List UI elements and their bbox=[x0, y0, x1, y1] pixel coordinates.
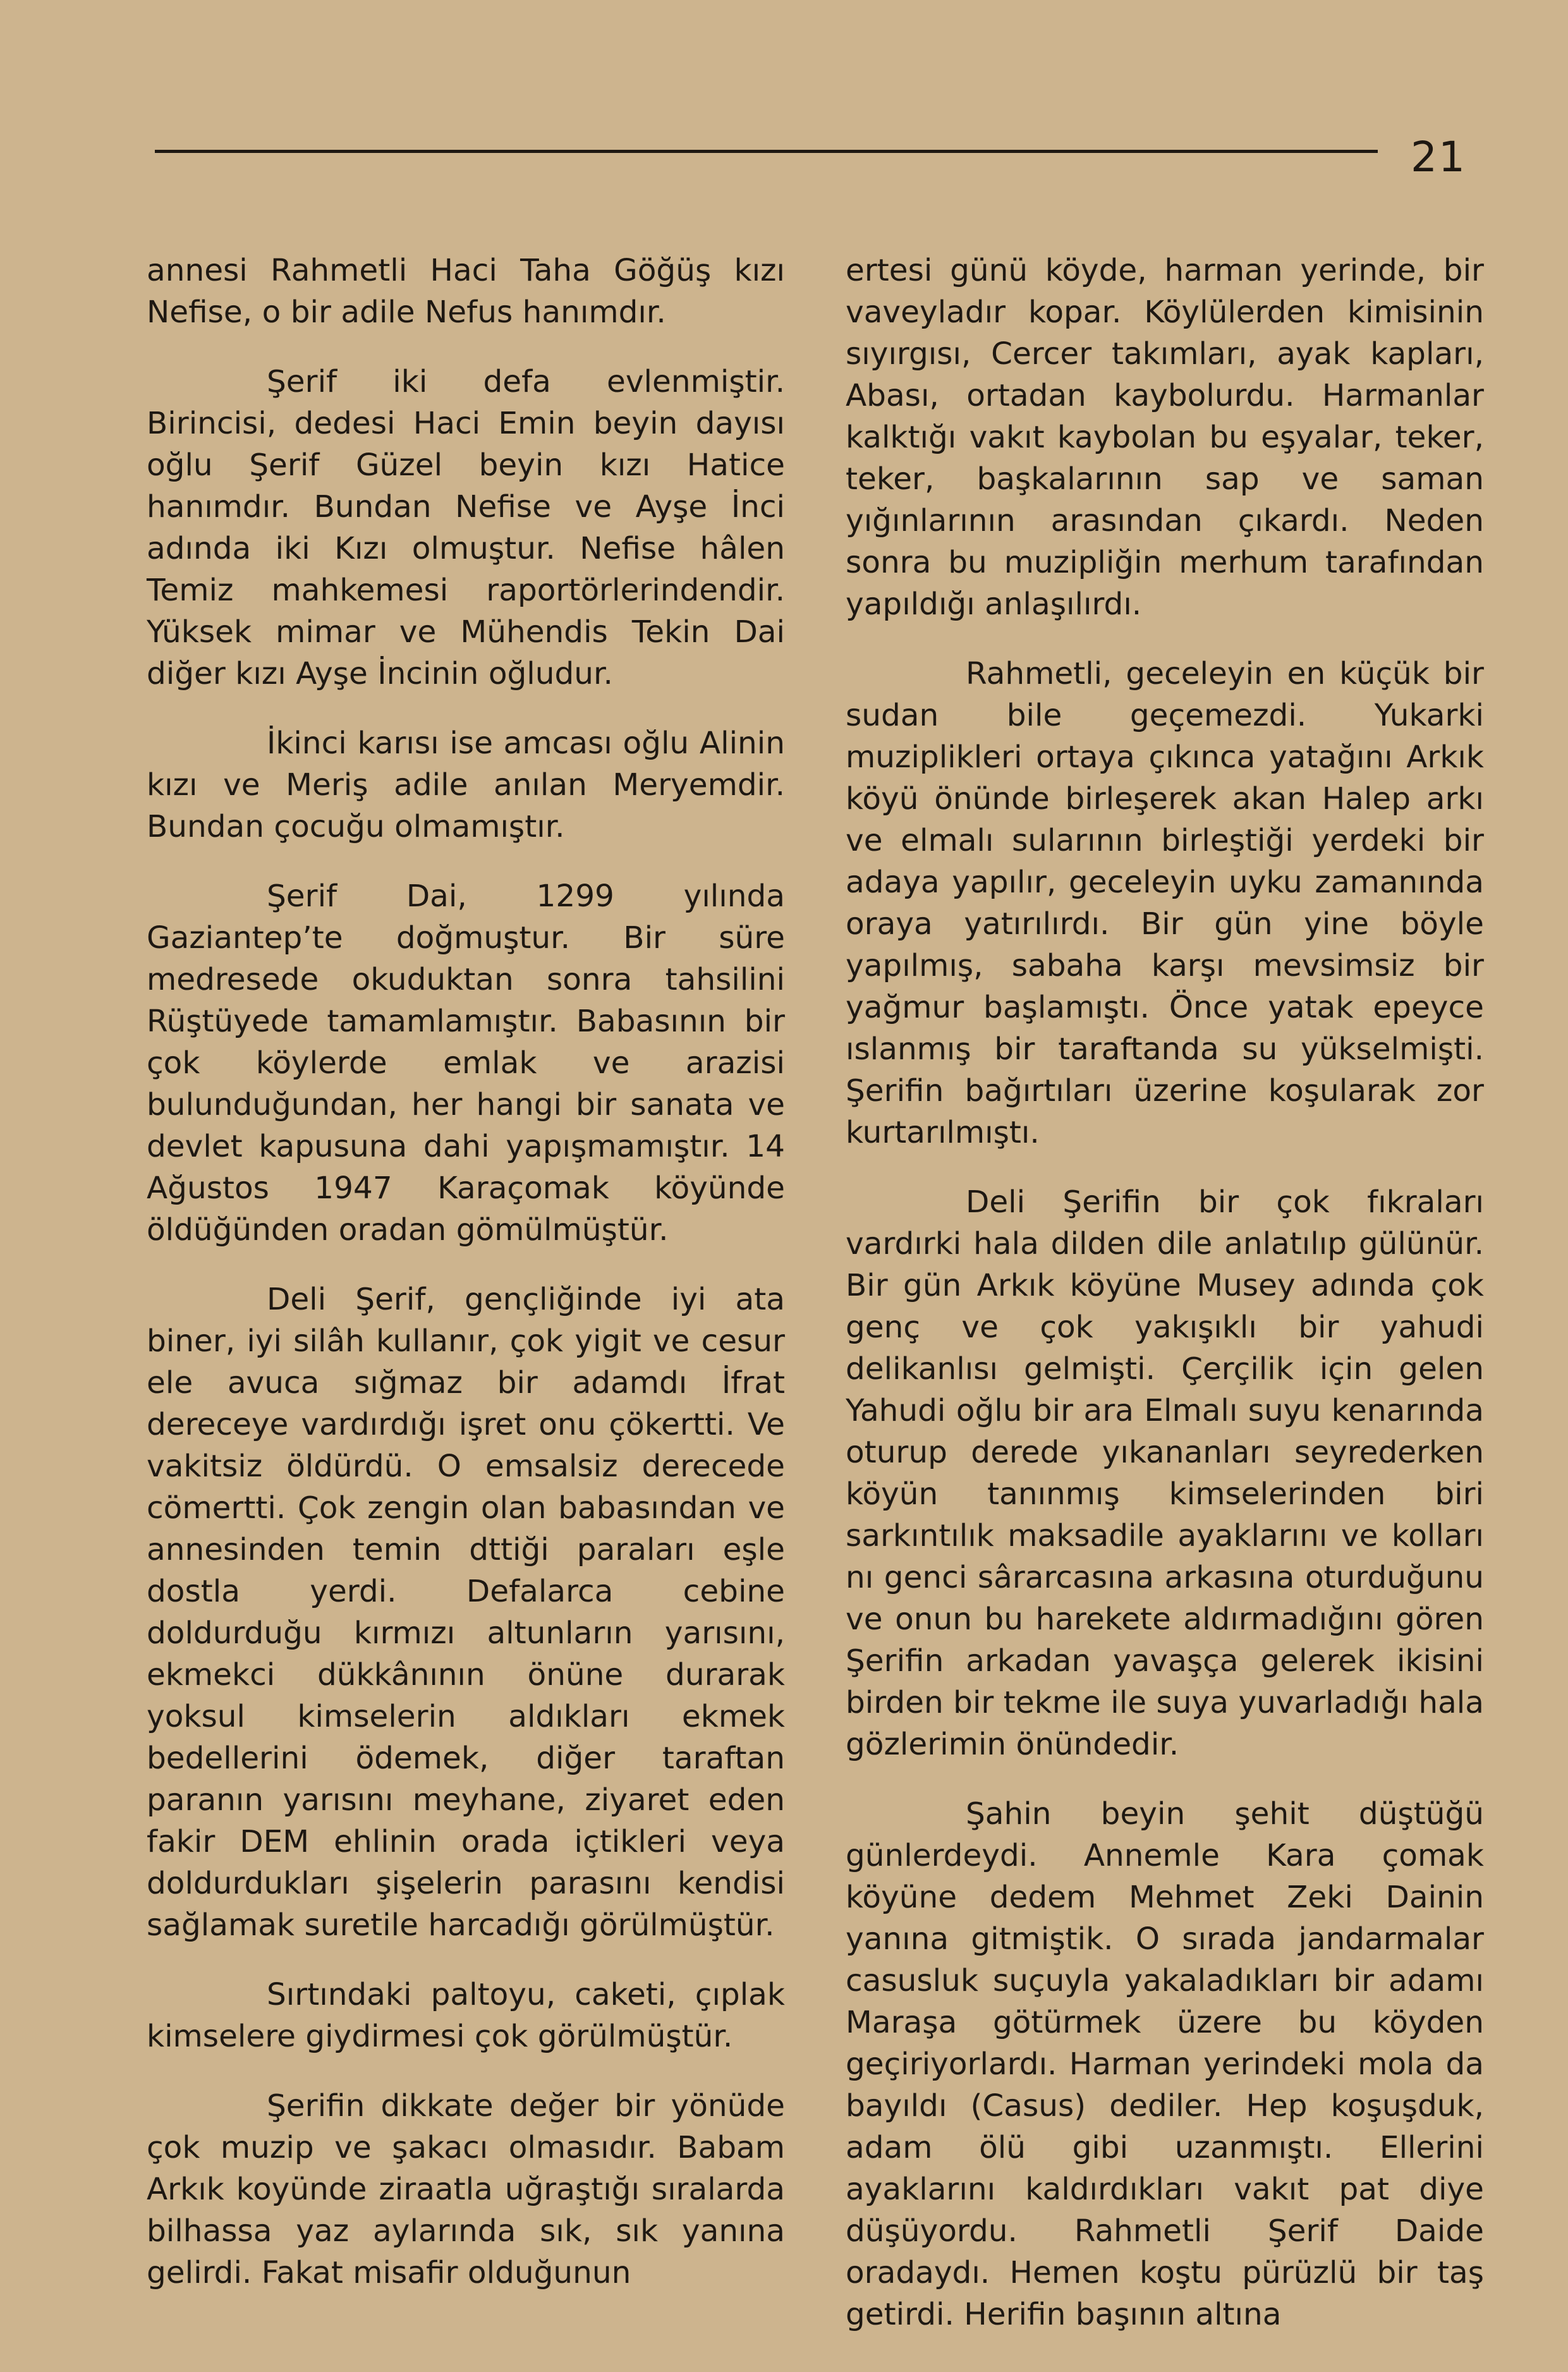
page-number: 21 bbox=[1411, 133, 1466, 181]
paragraph: Rahmetli, geceleyin en küçük bir sudan bile geçemezdi. Yukarki muziplikleri ortaya çıkınca yatağını Arkık köyü önünde birleşerek akan Halep arkı ve elmalı sularının birleştiği yerdeki bir adaya yapılır, geceleyin uyku zamanında oraya yatırılırdı. Bir gün yine böyle yapılmış, sabaha karşı mevsimsiz bir yağmur başlamıştı. Önce yatak epeyce ıslanmış bir taraftanda su yükselmişti. Şerifin bağırtıları üzerine koşularak zor kurtarılmıştı. bbox=[846, 656, 1484, 1150]
paragraph: Deli Şerifin bir çok fıkraları vardırki hala dilden dile anlatılıp gülünür. Bir gün Arkık köyüne Musey adında çok genç ve çok yakışıklı bir yahudi delikanlısı gelmişti. Çerçilik için gelen Yahudi oğlu bir ara Elmalı suyu kenarında oturup derede yıkananları seyrederken köyün tanınmış kimselerinden biri sarkıntılık maksadile ayaklarını ve kolları nı genci sârarcasına arkasına oturduğunu ve onun bu harekete aldırmadığını gören Şerifin arkadan yavaşça gelerek ikisini birden bir tekme ile suya yuvarladığı hala gözlerimin önündedir. bbox=[846, 1184, 1484, 1762]
left-column bbox=[147, 250, 785, 2321]
paragraph: Şerif Dai, 1299 yılında Gaziantep’te doğmuştur. Bir süre medresede okuduktan sonra tahsilini Rüştüyede tamamlamıştır. Babasının bir çok köylerde emlak ve arazisi bulunduğundan, her hangi bir sanata ve devlet kapusuna dahi yapışmamıştır. 14 Ağustos 1947 Karaçomak köyünde öldüğünden oradan gömülmüştür. bbox=[147, 879, 785, 1248]
paragraph: Deli Şerif, gençliğinde iyi ata biner, iyi silâh kullanır, çok yigit ve cesur ele avuca sığmaz bir adamdı İfrat dereceye vardırdığı işret onu çökertti. Ve vakitsiz öldürdü. O emsalsiz derecede cömertti. Çok zengin olan babasından ve annesinden temin dttiği paraları eşle dostla yerdi. Defalarca cebine doldurduğu kırmızı altunların yarısını, ekmekci dükkânının önüne durarak yoksul kimselerin aldıkları ekmek bedellerini ödemek, diğer taraftan paranın yarısını meyhane, ziyaret eden fakir DEM ehlinin orada içtikleri veya doldurdukları şişelerin parasını kendisi sağlamak suretile harcadığı görülmüştür. bbox=[147, 1282, 785, 1943]
paragraph: İkinci karısı ise amcası oğlu Alinin kızı ve Meriş adile anılan Meryemdir. Bundan çocuğu olmamıştır. bbox=[147, 726, 785, 844]
paragraph: Sırtındaki paltoyu, caketi, çıplak kimselere giydirmesi çok görülmüştür. bbox=[147, 1977, 785, 2054]
paragraph: ertesi günü köyde, harman yerinde, bir vaveyladır kopar. Köylülerden kimisinin sıyırgısı, Cercer takımları, ayak kapları, Abası, ortadan kaybolurdu. Harmanlar kalktığı vakıt kaybolan bu eşyalar, teker, teker, başkalarının sap ve saman yığınlarının arasından çıkardı. Neden sonra bu muzipliğin merhum tarafından yapıldığı anlaşılırdı. bbox=[846, 253, 1484, 622]
header-rule bbox=[155, 150, 1378, 153]
paragraph: annesi Rahmetli Haci Taha Göğüş kızı Nefise, o bir adile Nefus hanımdır. bbox=[147, 253, 785, 330]
paragraph: Şerifin dikkate değer bir yönüde çok muzip ve şakacı olmasıdır. Babam Arkık koyünde ziraatla uğraştığı sıralarda bilhassa yaz aylarında sık, sık yanına gelirdi. Fakat misafir olduğunun bbox=[147, 2088, 785, 2290]
paragraph: Şahin beyin şehit düştüğü günlerdeydi. Annemle Kara çomak köyüne dedem Mehmet Zeki Dainin yanına gitmiştik. O sırada jandarmalar casusluk suçuyla yakaladıkları bir adamı Maraşa götürmek üzere bu köyden geçiriyorlardı. Harman yerindeki mola da bayıldı (Casus) dediler. Hep koşuşduk, adam ölü gibi uzanmıştı. Ellerini ayaklarını kaldırdıkları vakıt pat diye düşüyordu. Rahmetli Şerif Daide oradaydı. Hemen koştu pürüzlü bir taş getirdi. Herifin başının altına bbox=[846, 1796, 1484, 2332]
right-column bbox=[846, 250, 1484, 2363]
paragraph: Şerif iki defa evlenmiştir. Birincisi, dedesi Haci Emin beyin dayısı oğlu Şerif Güzel beyin kızı Hatice hanımdır. Bundan Nefise ve Ayşe İnci adında iki Kızı olmuştur. Nefise hâlen Temiz mahkemesi raportörlerindendir. Yüksek mimar ve Mühendis Tekin Dai diğer kızı Ayşe İncinin oğludur. bbox=[147, 364, 785, 691]
